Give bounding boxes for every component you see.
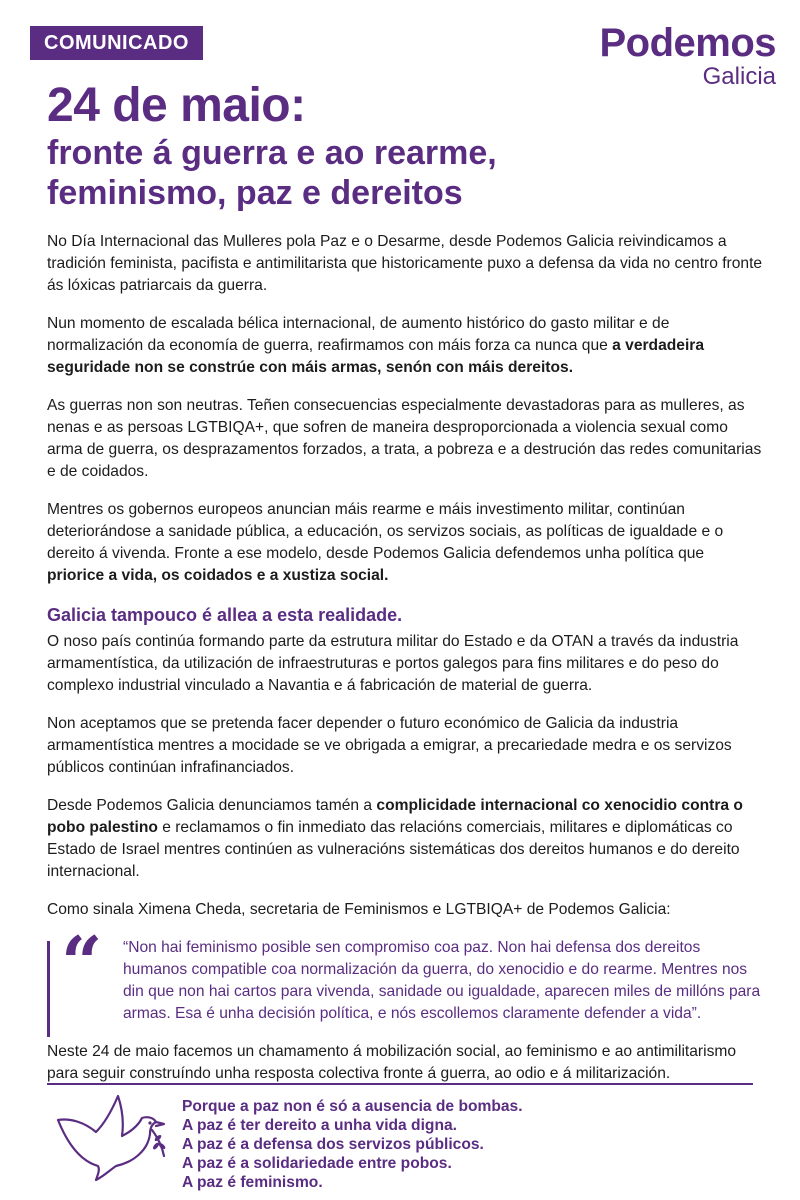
paragraph-5: O noso país continúa formando parte da estrutura militar do Estado e da OTAN a través da industria armamentística, da utilización de infraestruturas e portos galegos para fins militares e do peso do complexo industrial vinculado a Navantia e á fabricación de material de guerra. [47,633,739,694]
paragraph-7 [47,795,763,883]
footer-divider [47,1083,753,1085]
paragraph-7-emphasis: complicidade internacional co xenocidio contra o pobo palestino [47,797,743,836]
paragraph-2 [47,313,763,379]
subtitle-line-1: fronte á guerra e ao rearme, [47,134,497,172]
closing-line: A paz é a solidariedade entre pobos. [182,1155,452,1172]
paragraph-2-emphasis: a verdadeira seguridade non se constrúe con máis armas, senón con máis dereitos. [47,337,705,376]
article-body [47,231,763,1101]
quote-bar [47,941,50,1037]
paragraph-2-text: Nun momento de escalada bélica internacional, de aumento histórico do gasto militar e de normalización da economía de guerra, reafirmamos con máis forza ca nunca que [47,315,670,354]
paragraph-4-text: Mentres os gobernos europeos anuncian máis rearme e máis investimento militar, continúan deteriorándose a sanidade pública, a educación, os servizos sociais, as políticas de igualdade e o dereito á vivenda. Fronte a ese modelo, desde Podemos Galicia defendemos unha política que [47,501,724,562]
quote-block [47,920,763,1025]
dove-icon [52,1090,170,1186]
logo-region: Galicia [702,63,776,90]
paragraph-8: Como sinala Ximena Cheda, secretaria de Feminismos e LGTBIQA+ de Podemos Galicia: [47,901,671,918]
closing-statements [182,1097,523,1192]
quote-mark-icon: “ [61,920,103,1005]
paragraph-3: As guerras non son neutras. Teñen consecuencias especialmente devastadoras para as mulleres, as nenas e as persoas LGTBIQA+, que sofren de maneira desproporcionada a violencia sexual como arma de guerra, os desprazamentos forzados, a trata, a pobreza e a destrución das redes comunitarias e de coidados. [47,397,762,480]
closing-line: Porque a paz non é só a ausencia de bombas. [182,1098,523,1115]
subtitle-line-2: feminismo, paz e dereitos [47,174,463,212]
paragraph-4 [47,499,763,587]
closing-line: A paz é ter dereito a unha vida digna. [182,1117,457,1134]
paragraph-1: No Día Internacional das Mulleres pola Paz e o Desarme, desde Podemos Galicia reivindicamos a tradición feminista, pacifista e antimilitarista que historicamente puxo a defensa da vida no centro fronte ás lóxicas patriarcais da guerra. [47,233,763,294]
podemos-galicia-logo [599,22,776,90]
logo-brand: Podemos [599,21,776,65]
paragraph-9: Neste 24 de maio facemos un chamamento á mobilización social, ao feminismo e ao antimilitarismo para seguir construíndo unha resposta colectiva fronte á guerra, ao odio e á militarización. [47,1043,737,1082]
closing-line: A paz é a defensa dos servizos públicos. [182,1136,484,1153]
quote-text: “Non hai feminismo posible sen compromiso coa paz. Non hai defensa dos dereitos humanos compatible coa normalización da guerra, do xenocidio e do rearme. Mentres nos din que non hai cartos para vivenda, sanidade ou igualdade, aparecen miles de millóns para armas. Esa é unha decisión política, e nós escollemos claramente defender a vida”. [123,939,761,1022]
paragraph-7-text-b: e reclamamos o fin inmediato das relacións comerciais, militares e diplomáticas co Estado de Israel mentres continúen as vulneracións sistemáticas dos dereitos humanos e do dereito internacional. [47,819,740,880]
paragraph-7-text-a: Desde Podemos Galicia denunciamos tamén a [47,797,377,814]
paragraph-4-emphasis: priorice a vida, os coidados e a xustiza social. [47,567,389,584]
section-heading: Galicia tampouco é allea a esta realidade. [47,605,403,625]
closing-line: A paz é feminismo. [182,1174,323,1191]
page-title: 24 de maio: [47,79,306,132]
comunicado-badge: COMUNICADO [30,26,203,60]
paragraph-6: Non aceptamos que se pretenda facer depender o futuro económico de Galicia da industria armamentística mentres a mocidade se ve obrigada a emigrar, a precariedade medra e os servizos públicos continúan infrafinanciados. [47,715,732,776]
page-subtitle [47,133,497,213]
